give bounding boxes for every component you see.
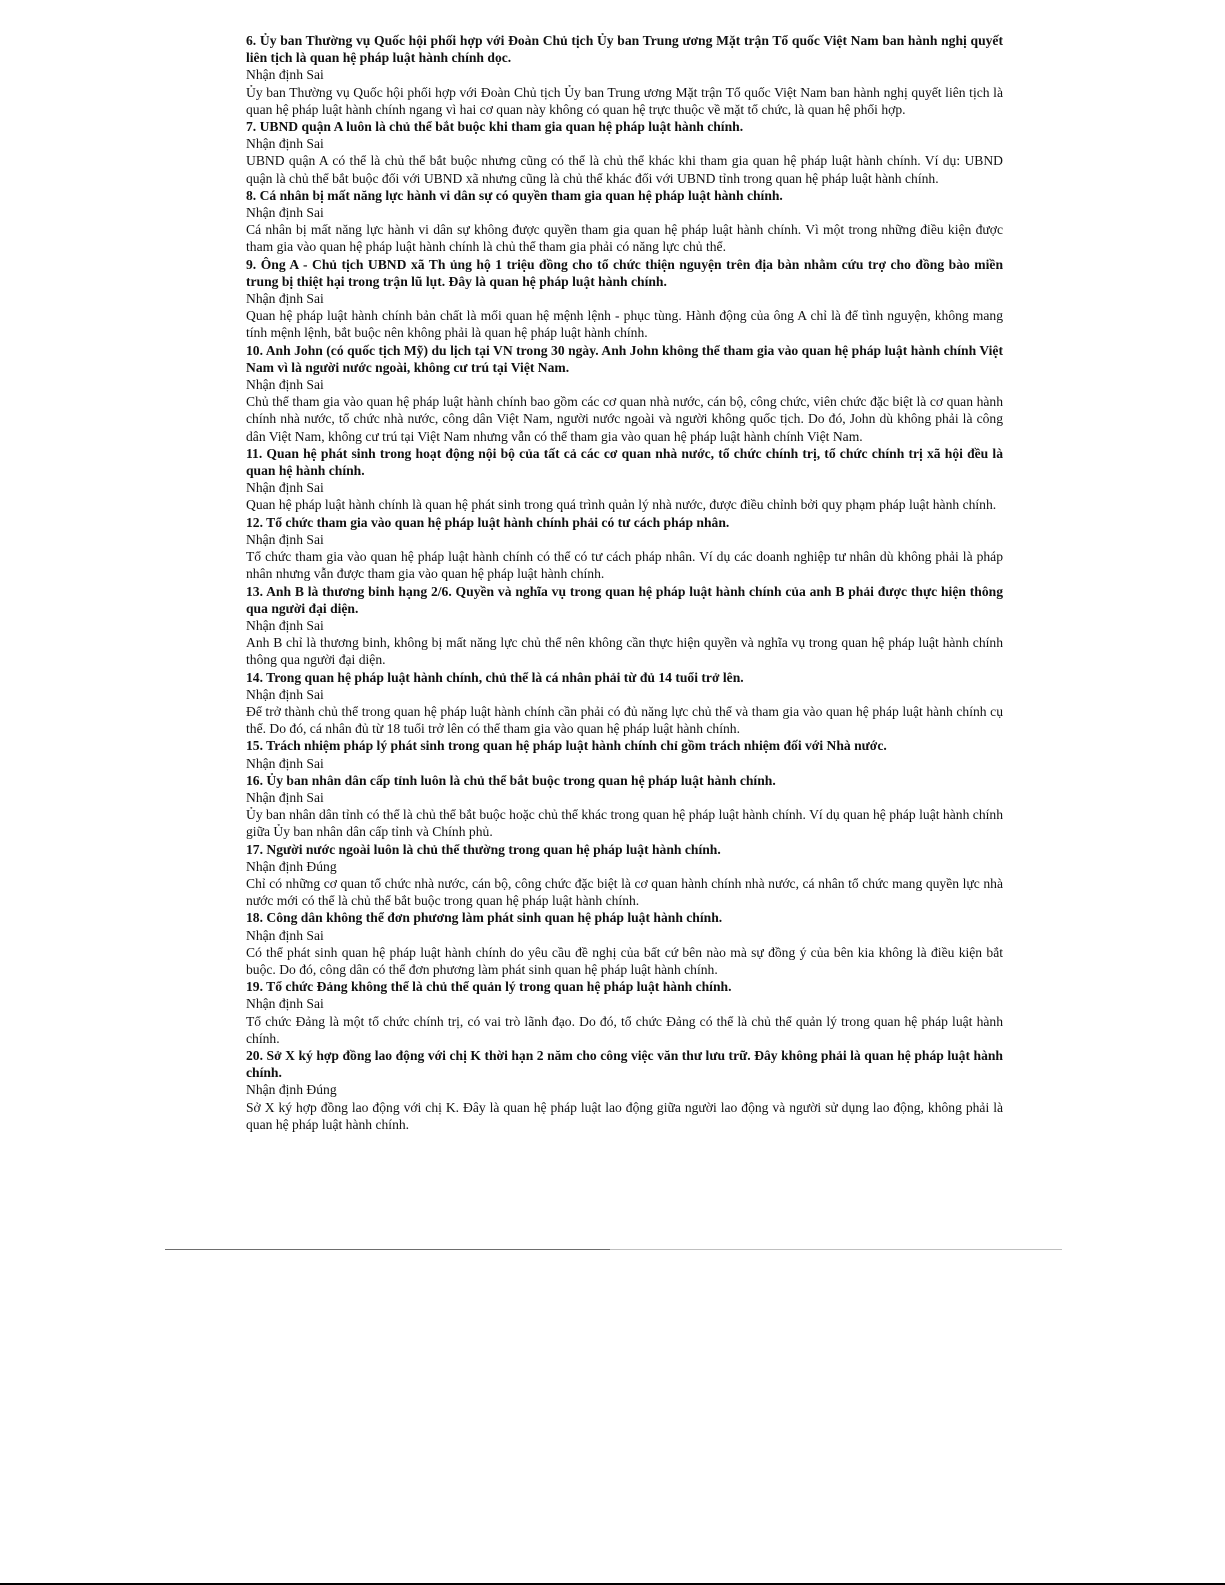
explanation-text: Cá nhân bị mất năng lực hành vi dân sự không được quyền tham gia quan hệ pháp luật hành chính. Vì một trong những điều kiện được tham gia vào quan hệ pháp luật hành chính là chủ thể tham gia phải có năng lực chủ thể.: [246, 222, 1003, 255]
verdict-text: Nhận định Sai: [246, 789, 324, 805]
question-item: [246, 256, 1003, 342]
verdict-text: Nhận định Đúng: [246, 1082, 337, 1098]
explanation-text: Quan hệ pháp luật hành chính là quan hệ phát sinh trong quá trình quản lý nhà nước, được điều chỉnh bởi quy phạm pháp luật hành chính.: [246, 497, 997, 513]
explanation-text: Sở X ký hợp đồng lao động với chị K. Đây là quan hệ pháp luật lao động giữa người lao động và người sử dụng lao động, không phải là quan hệ pháp luật hành chính.: [246, 1099, 1003, 1132]
explanation-text: Để trở thành chủ thể trong quan hệ pháp luật hành chính cần phải có đủ năng lực chủ thể và tham gia vào quan hệ pháp luật hành chính cụ thể. Do đó, cá nhân đủ từ 18 tuổi trở lên có thể tham gia vào quan hệ pháp luật hành chính.: [246, 703, 1003, 737]
question-text: 16. Ủy ban nhân dân cấp tỉnh luôn là chủ thể bắt buộc trong quan hệ pháp luật hành chính.: [246, 772, 776, 788]
explanation-text: UBND quận A có thể là chủ thể bắt buộc nhưng cũng có thể là chủ thể khác khi tham gia quan hệ pháp luật hành chính. Ví dụ: UBND quận là chủ thể bắt buộc đối với UBND xã nhưng cũng là chủ thể khác đối với UBND tỉnh trong quan hệ pháp luật hành chính.: [246, 153, 1003, 186]
verdict-text: Nhận định Sai: [246, 67, 324, 83]
verdict-text: Nhận định Sai: [246, 686, 324, 702]
question-text: 19. Tổ chức Đảng không thể là chủ thể quản lý trong quan hệ pháp luật hành chính.: [246, 979, 732, 995]
explanation-text: Chủ thể tham gia vào quan hệ pháp luật hành chính bao gồm các cơ quan nhà nước, cán bộ, công chức, viên chức đặc biệt là cơ quan hành chính nhà nước, tổ chức nhà nước, công dân Việt Nam, người nước ngoài và người không quốc tịch. Do đó, John dù không phải là công dân Việt Nam, không cư trú tại Việt Nam nhưng vẫn có thể tham gia vào quan hệ pháp luật hành chính Việt Nam.: [246, 394, 1003, 444]
question-text: 9. Ông A - Chủ tịch UBND xã Th ủng hộ 1 triệu đồng cho tổ chức thiện nguyện trên địa bàn nhằm cứu trợ cho đồng bào miền trung bị thiệt hại trong trận lũ lụt. Đây là quan hệ pháp luật hành chính.: [246, 256, 1003, 289]
question-item: [246, 1047, 1003, 1133]
question-item: [246, 445, 1003, 514]
page-divider-dark-segment: [165, 1249, 610, 1250]
explanation-text: Quan hệ pháp luật hành chính bản chất là mối quan hệ mệnh lệnh - phục tùng. Hành động của ông A chỉ là để tình nguyện, không mang tính mệnh lệnh, bắt buộc nên không phải là quan hệ pháp luật hành chính.: [246, 308, 1003, 341]
question-text: 12. Tổ chức tham gia vào quan hệ pháp luật hành chính phải có tư cách pháp nhân.: [246, 514, 730, 530]
verdict-text: Nhận định Sai: [246, 927, 324, 943]
question-text: 11. Quan hệ phát sinh trong hoạt động nội bộ của tất cả các cơ quan nhà nước, tổ chức chính trị, tổ chức chính trị xã hội đều là quan hệ hành chính.: [246, 445, 1003, 479]
question-text: 17. Người nước ngoài luôn là chủ thể thường trong quan hệ pháp luật hành chính.: [246, 841, 721, 857]
document-body: [246, 32, 1003, 1133]
question-item: [246, 909, 1003, 978]
question-text: 10. Anh John (có quốc tịch Mỹ) du lịch tại VN trong 30 ngày. Anh John không thể tham gia vào quan hệ pháp luật hành chính Việt Nam vì là người nước ngoài, không cư trú tại Việt Nam.: [246, 342, 1003, 375]
question-item: [246, 841, 1003, 910]
verdict-text: Nhận định Sai: [246, 617, 324, 633]
question-text: 13. Anh B là thương binh hạng 2/6. Quyền và nghĩa vụ trong quan hệ pháp luật hành chính của anh B phải được thực hiện thông qua người đại diện.: [246, 583, 1003, 616]
question-item: [246, 737, 1003, 771]
explanation-text: Ủy ban nhân dân tỉnh có thể là chủ thể bắt buộc hoặc chủ thể khác trong quan hệ pháp luật hành chính. Ví dụ quan hệ pháp luật hành chính giữa Ủy ban nhân dân cấp tỉnh và Chính phủ.: [246, 807, 1003, 840]
question-item: [246, 118, 1003, 187]
question-item: [246, 187, 1003, 256]
verdict-text: Nhận định Sai: [246, 377, 324, 393]
explanation-text: Chỉ có những cơ quan tổ chức nhà nước, cán bộ, công chức đặc biệt là cơ quan hành chính nhà nước, cá nhân tổ chức mang quyền lực nhà nước mới có thể là chủ thể bắt buộc trong quan hệ pháp luật hành chính.: [246, 875, 1003, 909]
verdict-text: Nhận định Sai: [246, 205, 324, 221]
question-text: 6. Ủy ban Thường vụ Quốc hội phối hợp với Đoàn Chủ tịch Ủy ban Trung ương Mặt trận Tổ quốc Việt Nam ban hành nghị quyết liên tịch là quan hệ pháp luật hành chính dọc.: [246, 33, 1003, 66]
explanation-text: Tổ chức tham gia vào quan hệ pháp luật hành chính có thể có tư cách pháp nhân. Ví dụ các doanh nghiệp tư nhân dù không phải là pháp nhân nhưng vẫn được tham gia vào quan hệ pháp luật hành chính.: [246, 549, 1003, 582]
question-text: 14. Trong quan hệ pháp luật hành chính, chủ thể là cá nhân phải từ đủ 14 tuổi trở lên.: [246, 669, 744, 685]
question-text: 15. Trách nhiệm pháp lý phát sinh trong quan hệ pháp luật hành chính chỉ gồm trách nhiệm đối với Nhà nước.: [246, 738, 887, 754]
question-item: [246, 32, 1003, 118]
explanation-text: Ủy ban Thường vụ Quốc hội phối hợp với Đoàn Chủ tịch Ủy ban Trung ương Mặt trận Tổ quốc Việt Nam ban hành nghị quyết liên tịch là quan hệ pháp luật hành chính ngang vì hai cơ quan này không có quan hệ trực thuộc về mặt tổ chức, là quan hệ phối hợp.: [246, 84, 1003, 117]
verdict-text: Nhận định Sai: [246, 996, 324, 1012]
question-text: 8. Cá nhân bị mất năng lực hành vi dân sự có quyền tham gia quan hệ pháp luật hành chính.: [246, 187, 783, 203]
verdict-text: Nhận định Sai: [246, 136, 324, 152]
verdict-text: Nhận định Sai: [246, 531, 324, 547]
question-item: [246, 514, 1003, 583]
question-text: 7. UBND quận A luôn là chủ thể bắt buộc khi tham gia quan hệ pháp luật hành chính.: [246, 119, 744, 135]
verdict-text: Nhận định Sai: [246, 291, 324, 307]
question-item: [246, 583, 1003, 669]
verdict-text: Nhận định Sai: [246, 755, 324, 771]
explanation-text: Tổ chức Đảng là một tổ chức chính trị, có vai trò lãnh đạo. Do đó, tổ chức Đảng có thể là chủ thể quản lý trong quan hệ pháp luật hành chính.: [246, 1013, 1003, 1046]
explanation-text: Có thể phát sinh quan hệ pháp luật hành chính do yêu cầu đề nghị của bất cứ bên nào mà sự đồng ý của bên kia không là điều kiện bắt buộc. Do đó, công dân có thể đơn phương làm phát sinh quan hệ pháp luật hành chính.: [246, 944, 1003, 977]
verdict-text: Nhận định Đúng: [246, 858, 337, 874]
question-item: [246, 978, 1003, 1047]
question-item: [246, 342, 1003, 445]
question-item: [246, 669, 1003, 738]
question-text: 18. Công dân không thể đơn phương làm phát sinh quan hệ pháp luật hành chính.: [246, 910, 723, 926]
explanation-text: Anh B chỉ là thương binh, không bị mất năng lực chủ thể nên không cần thực hiện quyền và nghĩa vụ trong quan hệ pháp luật hành chính thông qua người đại diện.: [246, 635, 1003, 668]
question-text: 20. Sở X ký hợp đồng lao động với chị K thời hạn 2 năm cho công việc văn thư lưu trữ. Đây không phải là quan hệ pháp luật hành chính.: [246, 1047, 1003, 1081]
verdict-text: Nhận định Sai: [246, 480, 324, 496]
question-item: [246, 772, 1003, 841]
